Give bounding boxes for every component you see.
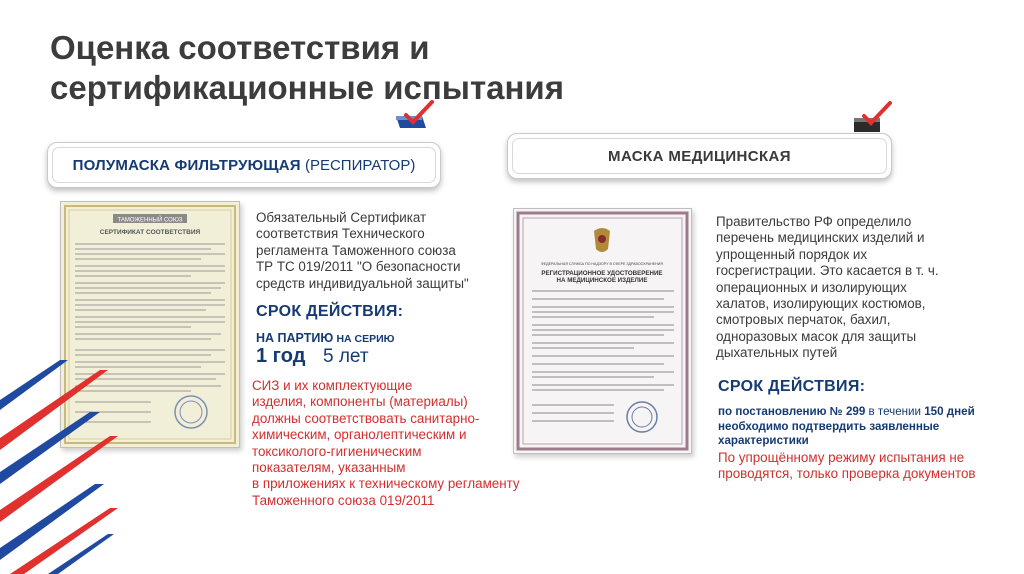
half-mask-label-box (47, 142, 441, 188)
req-line: токсиколого-гигиеническим (252, 443, 422, 459)
title-line-1: Оценка соответствия и (50, 29, 430, 66)
req-line: показателям, указанным (252, 460, 406, 476)
medical-mask-label: МАСКА МЕДИЦИНСКАЯ (608, 147, 791, 165)
req-line: химическим, органолептическим и (252, 427, 467, 443)
cert-desc-line: Обязательный Сертификат (256, 210, 427, 225)
req-line: СИЗ и их комплектующие (252, 378, 413, 393)
gov-desc-line: перечень медицинских изделий и (716, 230, 925, 246)
simplified-line: проводятся, только проверка документов (718, 466, 976, 482)
note-line-3: характеристики (718, 434, 809, 448)
gov-desc-line: госрегистрации. Это касается в т. ч. (716, 263, 939, 279)
coat-of-arms-icon (594, 228, 610, 252)
cert-desc-line: ТР ТС 019/2011 "О безопасности (256, 259, 461, 275)
certificate-header: ТАМОЖЕННЫЙ СОЮЗ (117, 217, 183, 224)
validity-values (256, 345, 369, 368)
note-line-2: необходимо подтвердить заявленные (718, 419, 940, 433)
registration-subtitle: НА МЕДИЦИНСКОЕ ИЗДЕЛИЕ (556, 277, 648, 284)
medical-mask-label-box (507, 133, 892, 179)
gov-desc-line: халатов, изолирующих костюмов, (716, 296, 926, 312)
batch-value: 1 год (256, 345, 306, 367)
half-mask-label-rest: (РЕСПИРАТОР) (304, 156, 416, 174)
req-line: Таможенного союза 019/2011 (252, 492, 435, 508)
batch-label: НА ПАРТИЮ (256, 331, 334, 345)
req-line: изделия, компоненты (материалы) (252, 394, 468, 410)
note-prefix: по (718, 405, 733, 418)
note-mid: в течении (868, 405, 921, 418)
gov-desc-line: операционных и изолирующих (716, 279, 907, 295)
validity-labels (256, 331, 395, 345)
registration-title: РЕГИСТРАЦИОННОЕ УДОСТОВЕРЕНИЕ (541, 270, 663, 277)
req-line: в приложениях к техническому регламенту (252, 476, 520, 492)
cert-desc-line: регламента Таможенного союза (256, 242, 456, 258)
left-requirements (252, 378, 522, 509)
right-simplified-note (718, 450, 1018, 483)
checkbox-checked-icon (392, 98, 438, 136)
cert-desc-line: соответствия Технического (256, 226, 425, 242)
gov-desc-line: одноразовых масок для защиты (716, 328, 917, 344)
government-description (716, 214, 1006, 362)
certificate-title: СЕРТИФИКАТ СООТВЕТСТВИЯ (99, 229, 201, 236)
decorative-stripes (0, 360, 120, 574)
checkbox-checked-icon-2 (848, 98, 894, 138)
gov-desc-line: смотровых перчаток, бахил, (716, 312, 891, 328)
right-validity-heading: СРОК ДЕЙСТВИЯ: (718, 378, 866, 395)
req-line: должны соответствовать санитарно- (252, 410, 480, 426)
series-label: НА СЕРИЮ (336, 333, 395, 345)
left-validity-heading: СРОК ДЕЙСТВИЯ: (256, 303, 404, 320)
simplified-line: По упрощённому режиму испытания не (718, 450, 965, 465)
note-decree: постановлению № 299 (735, 405, 866, 418)
certificate-description (256, 210, 501, 292)
gov-desc-line: дыхательных путей (716, 345, 838, 361)
half-mask-label-bold: ПОЛУМАСКА ФИЛЬТРУЮЩАЯ (72, 156, 301, 174)
series-value: 5 лет (322, 346, 369, 367)
registration-header: ФЕДЕРАЛЬНАЯ СЛУЖБА ПО НАДЗОРУ В СФЕРЕ ЗДРАВООХРАНЕНИЯ (541, 262, 663, 266)
page-title (50, 28, 750, 108)
cert-desc-line: средств индивидуальной защиты" (256, 275, 469, 291)
title-line-2: сертификационные испытания (50, 69, 564, 106)
registration-certificate-image (513, 208, 692, 454)
note-days: 150 дней (924, 405, 975, 418)
registration-certificate-illustration (514, 209, 691, 453)
gov-desc-line: Правительство РФ определило (716, 214, 912, 229)
gov-desc-line: упрощенный порядок их (716, 246, 868, 262)
decree-note (718, 405, 1018, 449)
